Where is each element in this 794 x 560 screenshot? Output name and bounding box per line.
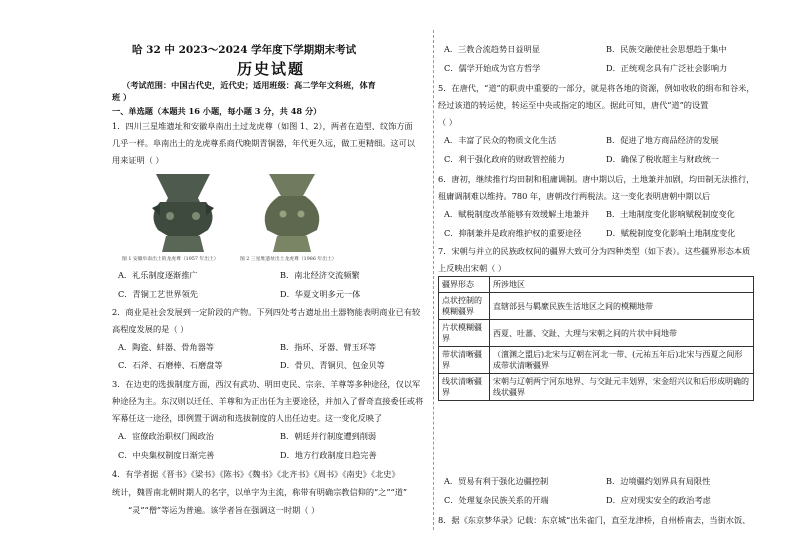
q7-option-b[interactable]: B．边境疆约划界具有局限性 <box>606 476 711 486</box>
q1-option-d[interactable]: D．华夏文明多元一体 <box>280 289 361 299</box>
table-row <box>439 293 754 320</box>
q6-option-b[interactable]: B．土地制度变化影响赋税制度变化 <box>606 209 735 219</box>
q7-option-a[interactable]: A．贸易有利于强化边疆控制 <box>444 476 549 486</box>
q1-line-3: 用来证明（ ） <box>112 155 164 165</box>
table-header-cell: 疆界形态 <box>439 277 490 293</box>
q7-line-2: 上反映出宋朝（ ） <box>438 263 507 273</box>
q3-option-d[interactable]: D．地方行政制度日趋完善 <box>280 450 377 460</box>
q2-option-a[interactable]: A．陶瓷、蚌器、骨角器等 <box>118 342 214 352</box>
q6-line-1: 6．唐初，继续推行均田制和租庸调制。唐中期以后，土地兼并加剧，均田制无法推行， <box>438 174 755 184</box>
table-cell: 带状清晰疆界 <box>439 347 490 374</box>
q1-option-b[interactable]: B．南北经济交流频繁 <box>280 270 360 280</box>
table-header-cell: 所涉地区 <box>490 277 754 293</box>
table-row <box>439 374 754 401</box>
q5-line-1: 5．在唐代，“道”的职责中重要的一部分，就是将各地的资源，例如收收的绢布和谷米， <box>438 83 755 93</box>
boundary-table <box>438 276 754 401</box>
q2-option-d[interactable]: D．骨贝、青铜贝、包金贝等 <box>280 360 385 370</box>
table-cell: 点状控制的模糊疆界 <box>439 293 490 320</box>
q4-line-3: “灵”“僧”等运为普遍。该学者旨在强调这一时期（ ） <box>128 505 320 515</box>
table-cell: （澶渊之盟后)北宋与辽朝在河北一带、(元祐五年后)北宋与西夏之间形成带状清晰疆界 <box>490 347 754 374</box>
q4-option-a[interactable]: A．三教合流趋势日益明显 <box>444 44 540 54</box>
q4-line-1: 4．有学者据《晋书》《梁书》《陈书》《魏书》《北齐书》《周书》《南史》《北史》 <box>112 469 400 479</box>
q2-line-1: 2．商业是社会发展到一定阶段的产物。下列四处考古遗址出土器物能表明商业已有较 <box>112 307 421 317</box>
q5-line-2: 经过该道的转运使，转运至中央或指定的地区。据此可知，唐代“道”的设置 <box>438 100 709 110</box>
q3-option-c[interactable]: C．中央集权制度日渐完善 <box>118 450 215 460</box>
table-cell: 直辖部县与羁縻民族生活地区之间的模糊地带 <box>490 293 754 320</box>
subject-title: 历史试题 <box>236 60 305 78</box>
figure-1-caption: 图 1 安徽阜南出土的龙虎尊（1957 年出土） <box>122 257 219 262</box>
q5-option-b[interactable]: B．促进了地方商品经济的发展 <box>606 135 719 145</box>
table-row <box>439 320 754 347</box>
q4-option-b[interactable]: B．民族交融使社会思想趋于集中 <box>606 44 727 54</box>
q1-option-c[interactable]: C．青铜工艺世界领先 <box>118 289 198 299</box>
q5-option-c[interactable]: C．利于强化政府的财政管控能力 <box>444 154 565 164</box>
q4-option-c[interactable]: C．儒学开始成为官方哲学 <box>444 63 541 73</box>
q2-line-2: 高程度发展的是（ ） <box>112 324 189 334</box>
section-heading: 一、单选题（本题共 16 小题，每小题 3 分，共 48 分） <box>112 106 322 116</box>
q5-option-a[interactable]: A．丰富了民众的物质文化生活 <box>444 135 557 145</box>
table-cell: 宋朝与辽朝两宁河东地界、与交趾元丰划界，宋金绍兴议和后形成明确的线状疆界 <box>490 374 754 401</box>
q6-line-2: 租庸调制难以维持。780 年，唐朝改行两税法。这一变化表明唐朝中期以后 <box>438 191 711 201</box>
table-cell: 片状模糊疆界 <box>439 320 490 347</box>
q2-option-b[interactable]: B．指环、牙器、臂玉环等 <box>280 342 377 352</box>
left-column <box>112 0 430 560</box>
q7-option-c[interactable]: C．处理复杂民族关系的开端 <box>444 495 549 505</box>
exam-title: 哈 32 中 2023～2024 学年度下学期期末考试 <box>132 44 357 56</box>
q1-line-1: 1．四川三星堆遗址和安徽阜南出土过龙虎尊（如图 1、2），两者在造型、纹饰方面 <box>112 121 413 131</box>
exam-scope-line-1: （考试范围：中国古代史，近代史；适用班级：高二学年文科班，体育 <box>122 80 376 90</box>
exam-scope-line-2: 班 ） <box>112 92 132 102</box>
table-header-row <box>439 277 754 293</box>
q4-option-d[interactable]: D．正统观念具有广泛社会影响力 <box>606 63 728 73</box>
q7-line-1: 7．宋朝与并立的民族政权间的疆界大致可分为四种类型（如下表）。这些疆界形态本质 <box>438 246 751 256</box>
q5-line-3: （ ） <box>438 117 457 127</box>
q2-option-c[interactable]: C．石斧、石磨棒、石磨盘等 <box>118 360 223 370</box>
q4-line-2: 统计，魏晋南北朝时期人的名字，以单字为主流，称带有明确宗教信仰的“之”“道” <box>112 487 408 497</box>
table-cell: 西夏、吐蕃、交趾、大理与宋朝之间的片状中间地带 <box>490 320 754 347</box>
q1-line-2: 几乎一样。阜南出土的龙虎尊系商代晚期青铜器，年代更久远，做工更精细。这可以 <box>112 138 415 148</box>
q6-option-c[interactable]: C．抑制兼并是政府维护权的重要途径 <box>444 228 582 238</box>
bronze-zun-image-1 <box>148 172 218 258</box>
q3-option-a[interactable]: A．宦僚政治职权门阀政治 <box>118 431 214 441</box>
q1-option-a[interactable]: A．礼乐制度逐渐推广 <box>118 270 198 280</box>
q8-line-1: 8．据《东京梦华录》记载：东京城“出朱雀门，直至龙津桥，自州桥南去，当街水饭、 <box>438 515 751 525</box>
q7-option-d[interactable]: D．应对现实安全的政治考虑 <box>606 495 711 505</box>
q3-line-2: 种途径为主。东汉则以迁任、羊尊和为正出任为主要途径，并加入了督奇直接委任或将 <box>112 396 424 406</box>
q3-line-1: 3．在边吏的选拔制度方面，西汉有武功、明田吏民、宗亲、羊尊等多种途径，仅以军 <box>112 379 421 389</box>
q6-option-a[interactable]: A．赋税制度改革能够有效缓解土地兼并 <box>444 209 590 219</box>
figure-2-caption: 图 2 三星堆遗址出土龙虎尊（1986 年出土） <box>240 257 337 262</box>
q5-option-d[interactable]: D．确保了税收超主与财政统一 <box>606 154 720 164</box>
bronze-zun-image-2 <box>257 172 327 258</box>
q3-option-b[interactable]: B．朝廷并行制度遭到削弱 <box>280 431 377 441</box>
right-column <box>438 0 758 560</box>
table-row <box>439 347 754 374</box>
table-cell: 线状清晰疆界 <box>439 374 490 401</box>
column-divider <box>433 30 434 530</box>
q3-line-3: 军幕任这一途径，即例置于调动和选拔制度的人出任边吏。这一变化反映了 <box>112 413 383 423</box>
q6-option-d[interactable]: D．赋税制度变化影响土地制度变化 <box>606 228 736 238</box>
